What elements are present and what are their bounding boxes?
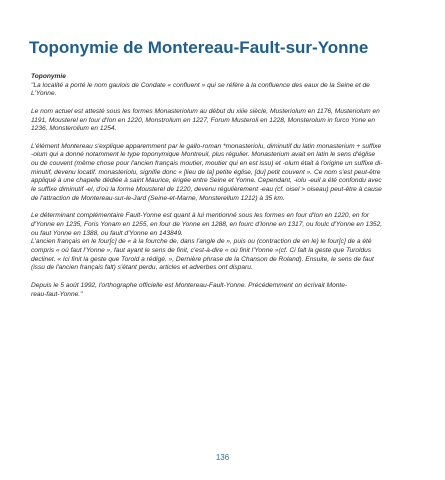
section-heading: Toponymie <box>31 73 66 80</box>
paragraph-attested-forms <box>31 108 423 134</box>
text-line: Le déterminant complémentaire Fault-Yonne est quant à lui mentionné sous les formes en four d'Ion en 1220, en for <box>31 212 370 220</box>
paragraph-etymology <box>31 143 423 204</box>
text-line: le suffixe diminutif -el, d'où la forme Mousterel de 1220, devenu régulièrement -eau (cf. oisel > oiseau) peut-être à cause <box>31 186 382 194</box>
text-line: reau-faut-Yonne." <box>31 290 83 298</box>
text-line: ou de couvent (même chose pour l'ancien français moutier, moutier qui en est issu) et -olum était à l'origine un suffixe di- <box>31 160 383 167</box>
text-line: declinet. « Ici finit la geste que Torold a rédigé. », Dernière phrase de la Chanson de Roland). Ensuite, le sens de faut <box>31 255 374 263</box>
text-line: -olum qui a donné notamment le type toponymique Montreuil, plus régulier. Monasterium avait en latin le sens d'église <box>31 151 376 159</box>
text-line: minutif, devenu locatif. monasteriolu, signifie donc « [lieu de la] petite église, [du] petit couvent ». Ce nom s'est peut-être <box>31 168 381 176</box>
text-line: appliqué à une chapelle dédiée à saint Maurice, érigée entre Seine et Yonne. Cependant, -iolu -euil a été confondu avec <box>31 177 382 185</box>
paragraph-orthography <box>31 282 423 299</box>
section-heading-paragraph <box>31 73 423 99</box>
text-line: L'ancien français en le four[c] de « à la fourche de, dans l'angle de », puis ou (contraction de en le) le four[c] de a été <box>31 238 372 246</box>
text-line: L'élément Montereau s'explique apparemment par le gallo-roman *monasteriolu, diminutif du latin monasterium + suffixe <box>31 142 382 150</box>
text-line: compris « où faut l'Yonne », faut ayant le sens de finit, c'est-à-dire « où finit l'Yonne »(cf. Ci falt la geste que Turoldus <box>31 247 372 255</box>
text-line: d'Yonne en 1235, Foris Yonam en 1255, en four de Yonne en 1288, en fourc d'Ionne en 1317, ou foulc d'Yonne en 1352, <box>31 220 383 228</box>
text-line: Depuis le 5 août 1992, l'orthographe officielle est Montereau-Fault-Yonne. Précédemment on écrivait Monte- <box>31 281 348 289</box>
page-number: 136 <box>215 453 230 462</box>
text-line: "La localité a porté le nom gaulois de Condate « confluent » qui se réfère à la confluence des eaux de la Seine et de <box>31 81 370 89</box>
text-line: (issu de l'ancien français falt) s'étant perdu, articles et adverbes ont disparu. <box>31 264 253 272</box>
text-line: 1191, Mousterel en four d'Ion en 1220, Monstrolium en 1227, Forum Musteroli en 1228, Monsterolum in furco Yone en <box>31 116 376 124</box>
page-title: Toponymie de Montereau-Fault-sur-Yonne <box>29 38 369 57</box>
body-text <box>31 73 423 308</box>
text-line: 1236, Monsterolium en 1254. <box>31 125 117 133</box>
text-line: de l'attraction de Montereau-sur-le-Jard (Seine-et-Marne, Monsterellum 1212) à 35 km. <box>31 194 285 202</box>
text-line: Le nom actuel est attesté sous les formes Monasteriolum au début du xiiie siècle, Musteriolum en 1176, Musteriolum en <box>31 107 380 115</box>
paragraph-fault-yonne <box>31 212 423 273</box>
text-line: ou faut Yonne en 1388, ou fault d'Yonne en 143849. <box>31 229 183 237</box>
text-line: L'Yonne. <box>31 90 57 98</box>
